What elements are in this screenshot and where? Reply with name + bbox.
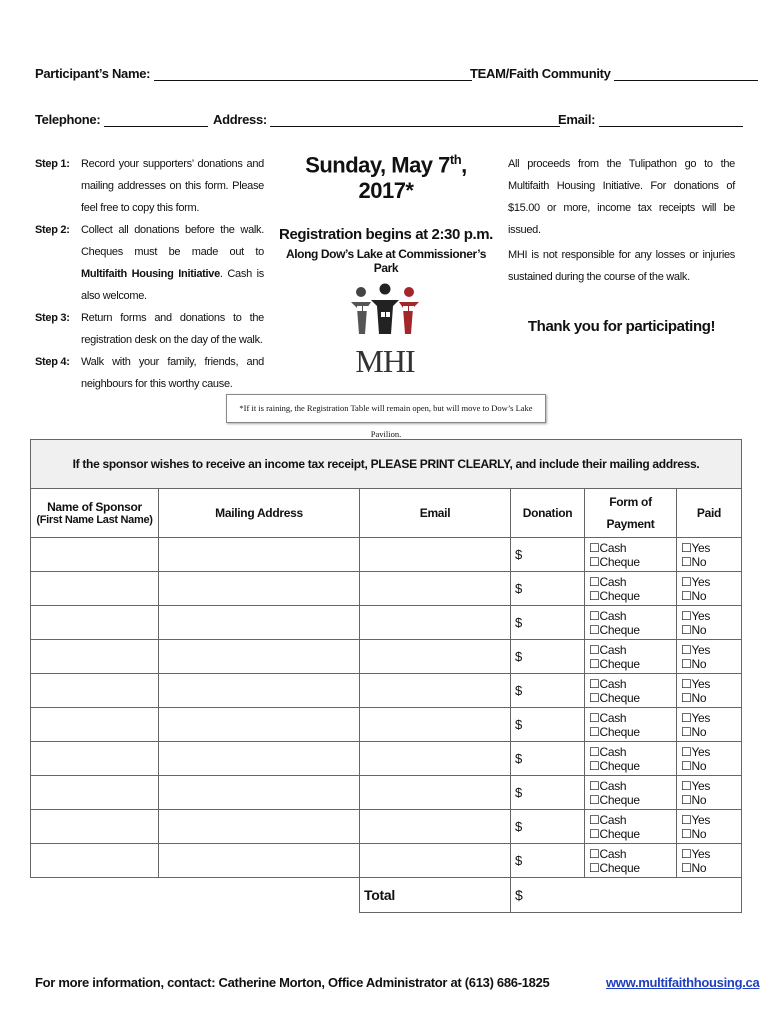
sponsor-name-cell[interactable] [31,640,159,674]
sponsor-paid-cell[interactable]: ☐Yes ☐No [677,606,742,640]
sponsor-paid-cell[interactable]: ☐Yes ☐No [677,640,742,674]
sponsor-email-cell[interactable] [360,538,511,572]
step-3-text: Return forms and donations to the registration desk on the day of the walk. [81,312,264,346]
event-info [276,152,496,275]
sponsor-email-cell[interactable] [360,572,511,606]
sponsor-payment-cell[interactable]: ☐Cash ☐Cheque [585,538,677,572]
sponsor-email-cell[interactable] [360,844,511,878]
sponsor-row [31,606,742,640]
total-label: Total [360,878,511,913]
team-line [614,67,758,81]
sponsor-donation-cell[interactable]: $ [511,674,585,708]
step-4-label: Step 4: [35,356,70,368]
sponsor-row [31,708,742,742]
sponsor-donation-cell[interactable]: $ [511,538,585,572]
sponsor-name-cell[interactable] [31,742,159,776]
sponsor-paid-cell[interactable]: ☐Yes ☐No [677,776,742,810]
sponsor-address-cell[interactable] [159,776,360,810]
step-3 [35,307,267,351]
sponsor-email-cell[interactable] [360,606,511,640]
step-3-label: Step 3: [35,312,70,324]
event-date-main: Sunday, May 7 [305,152,450,178]
sponsor-address-cell[interactable] [159,844,360,878]
sponsor-row [31,810,742,844]
telephone-label: Telephone: [35,112,101,127]
total-spacer-2 [159,878,360,913]
mhi-logo [345,282,425,377]
sponsor-row [31,538,742,572]
event-date-sup: th [449,152,462,167]
sponsor-address-cell[interactable] [159,606,360,640]
sponsor-rows [31,538,742,878]
steps-list [35,153,267,395]
sponsor-donation-cell[interactable]: $ [511,810,585,844]
event-location: Along Dow’s Lake at Commissioner’s Park [285,247,486,276]
sponsor-paid-cell[interactable]: ☐Yes ☐No [677,810,742,844]
step-2-text-before: Collect all donations before the walk. Cheques must be made out to [81,224,264,258]
right-info [508,153,735,288]
sponsor-payment-cell[interactable]: ☐Cash ☐Cheque [585,708,677,742]
website-link[interactable]: www.multifaithhousing.ca [606,975,760,990]
team-field[interactable] [470,66,758,81]
sponsor-name-cell[interactable] [31,538,159,572]
sponsor-name-cell[interactable] [31,810,159,844]
sponsor-payment-cell[interactable]: ☐Cash ☐Cheque [585,640,677,674]
step-1-label: Step 1: [35,158,70,170]
participant-name-line [154,67,472,81]
sponsor-donation-cell[interactable]: $ [511,640,585,674]
sponsor-payment-cell[interactable]: ☐Cash ☐Cheque [585,776,677,810]
col-header-name-sub: (First Name Last Name) [36,514,153,526]
col-header-payment: Form of Payment [585,489,677,538]
sponsor-name-cell[interactable] [31,572,159,606]
sponsor-name-cell[interactable] [31,606,159,640]
total-row [31,878,742,913]
sponsor-donation-cell[interactable]: $ [511,606,585,640]
sponsor-payment-cell[interactable]: ☐Cash ☐Cheque [585,844,677,878]
proceeds-text: All proceeds from the Tulipathon go to the Multifaith Housing Initiative. For donations of $15.00 or more, income tax receipts will be issued. [508,158,735,236]
sponsor-donation-cell[interactable]: $ [511,708,585,742]
sponsor-payment-cell[interactable]: ☐Cash ☐Cheque [585,810,677,844]
sponsor-payment-cell[interactable]: ☐Cash ☐Cheque [585,572,677,606]
sponsor-row [31,572,742,606]
step-4 [35,351,267,395]
sponsor-email-cell[interactable] [360,708,511,742]
address-line [270,113,560,127]
sponsor-email-cell[interactable] [360,742,511,776]
sponsor-donation-cell[interactable]: $ [511,844,585,878]
sponsor-email-cell[interactable] [360,810,511,844]
participant-name-field[interactable] [35,66,472,81]
sponsor-paid-cell[interactable]: ☐Yes ☐No [677,674,742,708]
mhi-logo-figures-icon [345,282,425,342]
email-line [599,113,743,127]
sponsor-donation-cell[interactable]: $ [511,572,585,606]
telephone-line [104,113,208,127]
sponsor-address-cell[interactable] [159,742,360,776]
team-label: TEAM/Faith Community [470,66,611,81]
sponsor-name-cell[interactable] [31,708,159,742]
registration-time: Registration begins at 2:30 p.m. [279,226,493,244]
sponsor-row [31,776,742,810]
event-date-year: , 2017* [358,152,467,204]
sponsor-paid-cell[interactable]: ☐Yes ☐No [677,708,742,742]
step-2-text-after: . Cash is also welcome. [81,268,264,302]
sponsor-row [31,674,742,708]
participant-name-label: Participant’s Name: [35,66,151,81]
sponsor-paid-cell[interactable]: ☐Yes ☐No [677,572,742,606]
sponsor-payment-cell[interactable]: ☐Cash ☐Cheque [585,606,677,640]
thank-you-text: Thank you for participating! [527,318,716,335]
col-header-donation: Donation [511,489,585,538]
sponsor-donation-cell[interactable]: $ [511,742,585,776]
sponsor-row [31,742,742,776]
sponsor-payment-cell[interactable]: ☐Cash ☐Cheque [585,742,677,776]
sponsor-name-cell[interactable] [31,844,159,878]
telephone-field[interactable] [35,112,208,127]
sponsor-address-cell[interactable] [159,810,360,844]
sponsor-payment-cell[interactable]: ☐Cash ☐Cheque [585,674,677,708]
sponsor-donation-cell[interactable]: $ [511,776,585,810]
total-value[interactable]: $ [511,878,742,913]
sponsor-address-cell[interactable] [159,538,360,572]
email-label: Email: [558,112,596,127]
email-field[interactable] [558,112,743,127]
table-header-row [31,489,742,538]
step-2-text [81,219,264,307]
address-label: Address: [213,112,267,127]
step-2 [35,219,267,307]
mhi-logo-text: MHI [355,343,415,379]
sponsor-name-cell[interactable] [31,674,159,708]
col-header-email: Email [360,489,511,538]
liability-text: MHI is not responsible for any losses or injuries sustained during the course of the walk. [508,249,735,283]
sponsor-address-cell[interactable] [159,708,360,742]
address-field[interactable] [213,112,560,127]
col-header-name [31,489,159,538]
step-1-text: Record your supporters’ donations and mailing addresses on this form. Please feel free to copy this form. [81,158,264,214]
table-banner: If the sponsor wishes to receive an income tax receipt, PLEASE PRINT CLEARLY, and include their mailing address. [31,440,742,489]
sponsor-email-cell[interactable] [360,640,511,674]
sponsor-email-cell[interactable] [360,776,511,810]
sponsor-row [31,640,742,674]
footer-contact: For more information, contact: Catherine Morton, Office Administrator at (613) 686-1825 [35,975,550,990]
event-date [276,152,496,204]
sponsor-table [30,439,742,913]
col-header-address: Mailing Address [159,489,360,538]
sponsor-paid-cell[interactable]: ☐Yes ☐No [677,538,742,572]
sponsor-address-cell[interactable] [159,640,360,674]
total-spacer-1 [31,878,159,913]
rain-note: *If it is raining, the Registration Table will remain open, but will move to Dow’s Lake Pavilion. [226,394,546,423]
col-header-name-label: Name of Sponsor [47,500,142,514]
sponsor-paid-cell[interactable]: ☐Yes ☐No [677,844,742,878]
step-2-payee: Multifaith Housing Initiative [81,268,220,280]
step-1 [35,153,267,219]
sponsor-name-cell[interactable] [31,776,159,810]
sponsor-address-cell[interactable] [159,572,360,606]
col-header-paid: Paid [677,489,742,538]
sponsor-address-cell[interactable] [159,674,360,708]
step-2-label: Step 2: [35,224,70,236]
sponsor-row [31,844,742,878]
sponsor-paid-cell[interactable]: ☐Yes ☐No [677,742,742,776]
step-4-text: Walk with your family, friends, and neighbours for this worthy cause. [81,356,264,390]
sponsor-email-cell[interactable] [360,674,511,708]
